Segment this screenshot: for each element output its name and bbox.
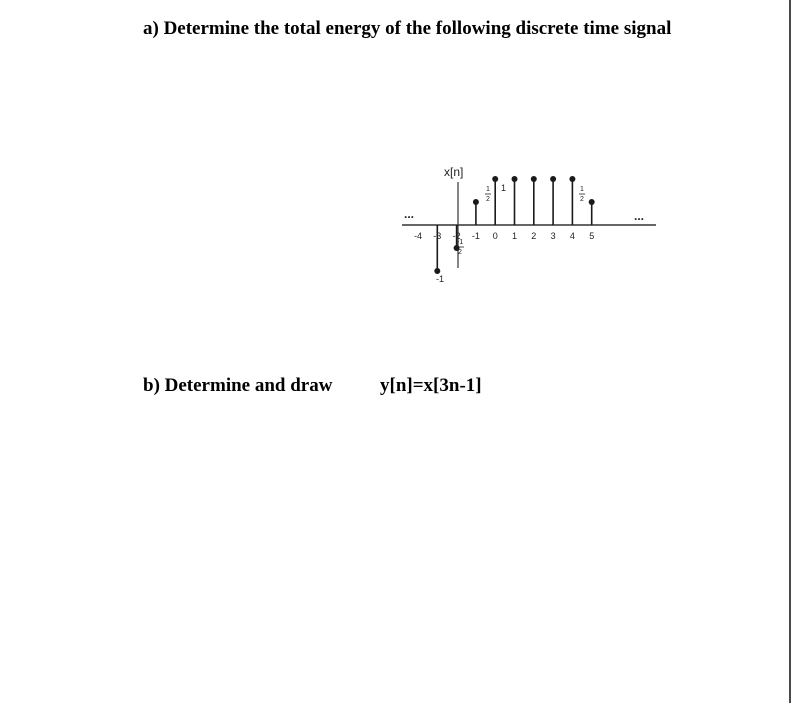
tick-label-n-1: -1 (471, 231, 480, 241)
tick-label-n-3: -3 (433, 231, 442, 241)
stem-point-n-1 (473, 199, 479, 205)
value-label-neg-half-den: 2 (458, 249, 462, 256)
page-right-border (789, 0, 791, 703)
stem-point-n1 (512, 176, 518, 182)
value-label-neg-one: -1 (436, 274, 445, 284)
tick-label-n-2: -2 (452, 231, 461, 241)
tick-label-n4: 4 (569, 231, 575, 241)
question-b-formula: y[n]=x[3n-1] (380, 375, 482, 396)
tick-label-n-4: -4 (413, 231, 423, 241)
tick-label-n3: 3 (550, 231, 556, 241)
signal-figure (398, 158, 660, 290)
n-tick-labels (414, 231, 594, 241)
value-label-half-right-den: 2 (580, 196, 584, 203)
stem-point-n3 (550, 176, 556, 182)
tick-label-n0: 0 (492, 231, 498, 241)
stem-point-n2 (531, 176, 537, 182)
value-label-neg-half-num: -1 (457, 239, 464, 246)
question-b-heading: b) Determine and draw (143, 375, 333, 396)
ellipsis-right: ... (634, 209, 645, 223)
stem-plot (398, 158, 660, 290)
tick-label-n1: 1 (511, 231, 518, 241)
tick-label-n5: 5 (589, 231, 595, 241)
value-label-half-left-den: 2 (486, 196, 490, 203)
value-label-half-right-num: 1 (580, 186, 584, 193)
stem-point-n0 (492, 176, 498, 182)
tick-label-n2: 2 (531, 231, 537, 241)
question-a-heading: a) Determine the total energy of the following discrete time signal (143, 18, 672, 39)
stem-point-n5 (589, 199, 595, 205)
value-label-half-left-num: 1 (486, 186, 490, 193)
ellipsis-left: ... (404, 207, 415, 221)
value-label-one: 1 (501, 183, 507, 193)
stem-point-n4 (569, 176, 575, 182)
y-axis-label: x[n] (444, 165, 464, 179)
